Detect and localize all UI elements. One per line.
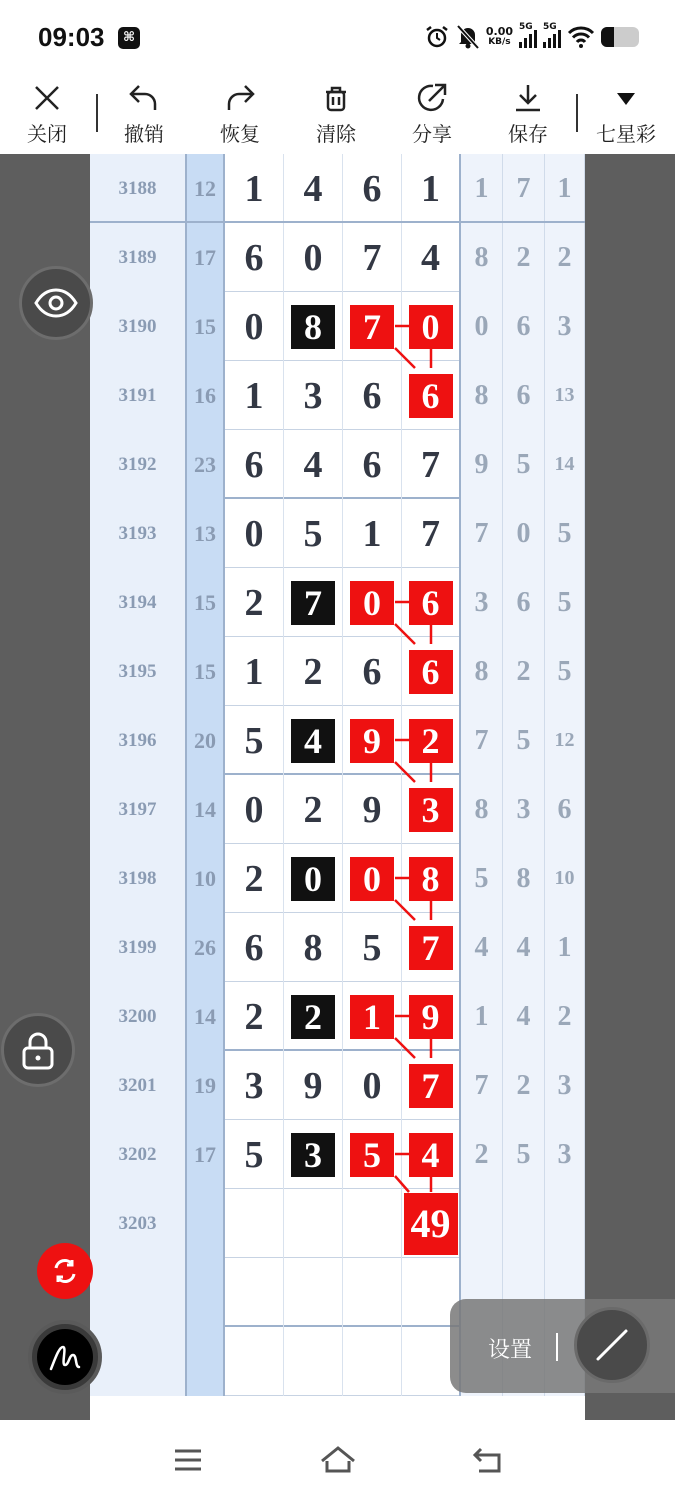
issue-number: 3199: [90, 913, 185, 982]
tail-cell: 4: [503, 913, 545, 982]
digit-cell: 6: [343, 154, 402, 223]
home-icon: [319, 1445, 357, 1475]
digit-cell: 6: [225, 223, 284, 292]
red-highlight: 6: [409, 650, 453, 694]
tail-cell: 14: [545, 430, 585, 499]
red-highlight: 7: [350, 305, 394, 349]
digit-cell: [284, 568, 343, 637]
toolbar-divider: [96, 94, 98, 132]
signal-1-icon: [519, 22, 537, 48]
dropdown-triangle-icon: [615, 89, 637, 107]
digit-cell: 2: [284, 637, 343, 706]
toolbar-divider: [576, 94, 578, 132]
sum-value: [185, 1258, 225, 1327]
row-separator: [90, 154, 585, 223]
issue-number: [90, 1258, 185, 1327]
table-row: [90, 775, 585, 844]
tail-cell: 1: [545, 913, 585, 982]
issue-number: 3188: [90, 154, 185, 223]
digit-cell: 1: [225, 361, 284, 430]
tail-cell: 3: [461, 568, 503, 637]
line-tool-button[interactable]: [574, 1307, 650, 1383]
digit-cell: 2: [225, 982, 284, 1051]
digit-cell: [343, 1258, 402, 1327]
sum-value: 19: [185, 1051, 225, 1120]
battery-icon: [601, 27, 639, 47]
tail-cell: 12: [545, 706, 585, 775]
tail-cell: 4: [461, 913, 503, 982]
sum-value: [185, 1189, 225, 1258]
visibility-toggle[interactable]: [19, 266, 93, 340]
digit-cell: 5: [343, 913, 402, 982]
pen-tool-button[interactable]: [28, 1320, 102, 1394]
signal-1-label: 5G: [519, 22, 533, 32]
sum-value: 14: [185, 982, 225, 1051]
tail-cell: 2: [503, 223, 545, 292]
clear-button[interactable]: [296, 80, 376, 147]
tail-cell: 6: [503, 361, 545, 430]
tail-cell: 2: [545, 223, 585, 292]
issue-number: 3202: [90, 1120, 185, 1189]
digit-cell: 6: [343, 430, 402, 499]
digit-cell: 2: [225, 568, 284, 637]
undo-icon: [127, 82, 161, 114]
settings-label[interactable]: 设置: [488, 1338, 533, 1363]
digit-cell: 0: [225, 292, 284, 361]
red-highlight: 7: [409, 926, 453, 970]
digit-cell: [402, 913, 461, 982]
tail-cell: 8: [503, 844, 545, 913]
digit-cell: [402, 637, 461, 706]
table-row: [90, 499, 585, 568]
tail-cell: 2: [503, 1051, 545, 1120]
issue-number: 3200: [90, 982, 185, 1051]
tail-cell: 5: [545, 499, 585, 568]
table-row: [90, 292, 585, 361]
table-row: [90, 430, 585, 499]
digit-cell: 5: [225, 706, 284, 775]
refresh-button[interactable]: [37, 1243, 93, 1299]
digit-cell: 6: [225, 913, 284, 982]
digit-cell: 0: [225, 499, 284, 568]
digit-cell: 5: [284, 499, 343, 568]
tail-cell: 7: [461, 499, 503, 568]
refresh-icon: [50, 1256, 80, 1286]
tail-cell: 7: [503, 154, 545, 223]
digit-cell: 1: [225, 154, 284, 223]
tail-cell: 6: [545, 775, 585, 844]
tail-cell: 3: [545, 1120, 585, 1189]
share-label: 分享: [412, 122, 452, 146]
undo-button[interactable]: [104, 80, 184, 147]
digit-cell: [284, 1258, 343, 1327]
issue-number: [90, 1327, 185, 1396]
tail-cell: 1: [461, 982, 503, 1051]
network-speed: [486, 26, 513, 48]
close-button[interactable]: [7, 80, 87, 147]
pen-tool-inner: [37, 1329, 93, 1385]
tail-cell: 0: [461, 292, 503, 361]
undo-label: 撤销: [124, 122, 164, 146]
tail-cell: 8: [461, 637, 503, 706]
sum-value: [185, 1327, 225, 1396]
trash-icon: [321, 82, 351, 114]
digit-cell: [402, 1189, 461, 1258]
digit-cell: 6: [225, 430, 284, 499]
digit-cell: 7: [343, 223, 402, 292]
clear-label: 清除: [316, 122, 356, 146]
red-highlight: 0: [350, 581, 394, 625]
tail-cell: 13: [545, 361, 585, 430]
digit-cell: 0: [343, 1051, 402, 1120]
lock-toggle[interactable]: [1, 1013, 75, 1087]
digit-cell: 5: [225, 1120, 284, 1189]
clock: 09:03: [38, 22, 105, 52]
tail-cell: 8: [461, 775, 503, 844]
digit-cell: 3: [284, 361, 343, 430]
black-highlight: 4: [291, 719, 335, 763]
table-row: [90, 361, 585, 430]
signal-2-icon: [543, 22, 561, 48]
red-highlight: 9: [350, 719, 394, 763]
capcut-icon: ⌘: [118, 27, 140, 49]
redo-label: 恢复: [220, 122, 260, 146]
digit-cell: [284, 706, 343, 775]
table-row: [90, 1120, 585, 1189]
settings-divider: [556, 1333, 558, 1361]
tail-cell: 9: [461, 430, 503, 499]
tail-cell: 2: [545, 982, 585, 1051]
drawing-canvas[interactable]: [0, 154, 675, 1420]
digit-cell: [225, 1327, 284, 1396]
digit-cell: 1: [343, 499, 402, 568]
table-row: [90, 982, 585, 1051]
signature-pen-icon: [47, 1339, 83, 1375]
tail-cell: 1: [545, 154, 585, 223]
sum-value: 14: [185, 775, 225, 844]
tail-cell: 1: [461, 154, 503, 223]
red-highlight: 0: [409, 305, 453, 349]
tail-cell: [545, 1189, 585, 1258]
tail-cell: 3: [545, 292, 585, 361]
share-button[interactable]: [392, 80, 472, 147]
digit-cell: [402, 1120, 461, 1189]
signal-2-label: 5G: [543, 22, 557, 32]
red-highlight: 4: [409, 1133, 453, 1177]
table-row: [90, 637, 585, 706]
digit-cell: 7: [402, 499, 461, 568]
issue-number: 3195: [90, 637, 185, 706]
table-row: [90, 1051, 585, 1120]
tail-cell: [461, 1189, 503, 1258]
issue-number: 3189: [90, 223, 185, 292]
digit-cell: [402, 982, 461, 1051]
digit-cell: [343, 1327, 402, 1396]
digit-cell: 4: [284, 430, 343, 499]
digit-cell: [402, 844, 461, 913]
digit-cell: 2: [225, 844, 284, 913]
digit-cell: 1: [402, 154, 461, 223]
digit-cell: 2: [284, 775, 343, 844]
download-icon: [512, 82, 544, 114]
wifi-icon: [567, 25, 595, 49]
red-highlight: 1: [350, 995, 394, 1039]
redo-icon: [223, 82, 257, 114]
redo-button[interactable]: [200, 80, 280, 147]
system-nav-bar: [0, 1420, 675, 1500]
line-icon: [592, 1325, 632, 1365]
black-highlight: 7: [291, 581, 335, 625]
digit-cell: 0: [284, 223, 343, 292]
digit-cell: 4: [284, 154, 343, 223]
tail-cell: 5: [503, 430, 545, 499]
table-row: [90, 706, 585, 775]
home-nav-button[interactable]: [318, 1442, 358, 1478]
issue-number: 3198: [90, 844, 185, 913]
lottery-label: 七星彩: [596, 122, 656, 146]
digit-cell: [284, 844, 343, 913]
black-highlight: 8: [291, 305, 335, 349]
toolbar: [0, 72, 675, 154]
digit-cell: [284, 982, 343, 1051]
status-icons: [424, 22, 639, 52]
black-highlight: 2: [291, 995, 335, 1039]
issue-number: 3193: [90, 499, 185, 568]
issue-number: 3201: [90, 1051, 185, 1120]
tail-cell: 7: [461, 706, 503, 775]
digit-cell: [284, 1327, 343, 1396]
table-row: [90, 568, 585, 637]
issue-number: 3196: [90, 706, 185, 775]
red-highlight: 49: [404, 1193, 458, 1255]
digit-cell: [402, 361, 461, 430]
menu-icon: [173, 1448, 203, 1472]
network-speed-value: 0.00: [485, 25, 513, 38]
red-highlight: 5: [350, 1133, 394, 1177]
tail-cell: 8: [461, 223, 503, 292]
digit-cell: [402, 1051, 461, 1120]
tail-cell: 7: [461, 1051, 503, 1120]
tail-cell: 0: [503, 499, 545, 568]
digit-cell: 4: [402, 223, 461, 292]
table-row: [90, 913, 585, 982]
red-highlight: 7: [409, 1064, 453, 1108]
digit-cell: 7: [402, 430, 461, 499]
settings-panel[interactable]: [450, 1299, 675, 1393]
mute-bell-icon: [456, 24, 480, 50]
sum-value: 13: [185, 499, 225, 568]
table-row: [90, 223, 585, 292]
tail-cell: 8: [461, 361, 503, 430]
share-icon: [415, 81, 449, 115]
red-highlight: 0: [350, 857, 394, 901]
digit-cell: [343, 1189, 402, 1258]
close-icon: [32, 83, 62, 113]
sum-value: 10: [185, 844, 225, 913]
red-highlight: 6: [409, 374, 453, 418]
issue-number: 3203: [90, 1189, 185, 1258]
menu-nav-button[interactable]: [168, 1442, 208, 1478]
digit-cell: [284, 1120, 343, 1189]
status-bar: [0, 0, 675, 72]
issue-number: 3192: [90, 430, 185, 499]
save-label: 保存: [508, 122, 548, 146]
lottery-grid: [90, 154, 585, 1420]
table-row: [90, 1189, 585, 1258]
alarm-icon: [424, 24, 450, 50]
digit-cell: [284, 1189, 343, 1258]
digit-cell: [343, 568, 402, 637]
tail-cell: 6: [503, 292, 545, 361]
sum-value: 20: [185, 706, 225, 775]
tail-cell: 4: [503, 982, 545, 1051]
eye-icon: [34, 288, 78, 318]
digit-cell: [343, 1120, 402, 1189]
digit-cell: 6: [343, 361, 402, 430]
digit-cell: [343, 706, 402, 775]
digit-cell: [402, 568, 461, 637]
sum-value: 12: [185, 154, 225, 223]
tail-cell: 3: [503, 775, 545, 844]
sum-value: 16: [185, 361, 225, 430]
tail-cell: [503, 1189, 545, 1258]
digit-cell: [284, 292, 343, 361]
back-nav-button[interactable]: [468, 1442, 508, 1478]
digit-cell: 9: [284, 1051, 343, 1120]
digit-cell: [402, 706, 461, 775]
digit-cell: 3: [225, 1051, 284, 1120]
digit-cell: 0: [225, 775, 284, 844]
issue-number: 3194: [90, 568, 185, 637]
black-highlight: 3: [291, 1133, 335, 1177]
sum-value: 17: [185, 223, 225, 292]
digit-cell: [225, 1189, 284, 1258]
digit-cell: [402, 775, 461, 844]
back-icon: [471, 1446, 505, 1474]
tail-cell: 5: [545, 568, 585, 637]
digit-cell: 9: [343, 775, 402, 844]
digit-cell: 6: [343, 637, 402, 706]
sum-value: 17: [185, 1120, 225, 1189]
issue-number: 3197: [90, 775, 185, 844]
tail-cell: 2: [461, 1120, 503, 1189]
tail-cell: 5: [461, 844, 503, 913]
digit-cell: 8: [284, 913, 343, 982]
tail-cell: 5: [503, 1120, 545, 1189]
tail-cell: 3: [545, 1051, 585, 1120]
tail-cell: 2: [503, 637, 545, 706]
issue-number: 3191: [90, 361, 185, 430]
sum-value: 15: [185, 292, 225, 361]
tail-cell: 10: [545, 844, 585, 913]
lottery-dropdown[interactable]: [586, 80, 666, 147]
sum-value: 15: [185, 637, 225, 706]
digit-cell: 1: [225, 637, 284, 706]
red-highlight: 6: [409, 581, 453, 625]
digit-cell: [402, 292, 461, 361]
red-highlight: 8: [409, 857, 453, 901]
network-speed-unit: KB/s: [488, 37, 511, 47]
lock-icon: [20, 1030, 56, 1070]
save-button[interactable]: [488, 80, 568, 147]
digit-cell: [343, 982, 402, 1051]
red-highlight: 9: [409, 995, 453, 1039]
red-highlight: 2: [409, 719, 453, 763]
tail-cell: 6: [503, 568, 545, 637]
close-label: 关闭: [27, 122, 67, 146]
digit-cell: [343, 844, 402, 913]
tail-cell: 5: [545, 637, 585, 706]
tail-cell: 5: [503, 706, 545, 775]
sum-value: 26: [185, 913, 225, 982]
black-highlight: 0: [291, 857, 335, 901]
digit-cell: [225, 1258, 284, 1327]
issue-number: 3190: [90, 292, 185, 361]
red-highlight: 3: [409, 788, 453, 832]
digit-cell: [343, 292, 402, 361]
sum-value: 23: [185, 430, 225, 499]
table-row: [90, 844, 585, 913]
sum-value: 15: [185, 568, 225, 637]
